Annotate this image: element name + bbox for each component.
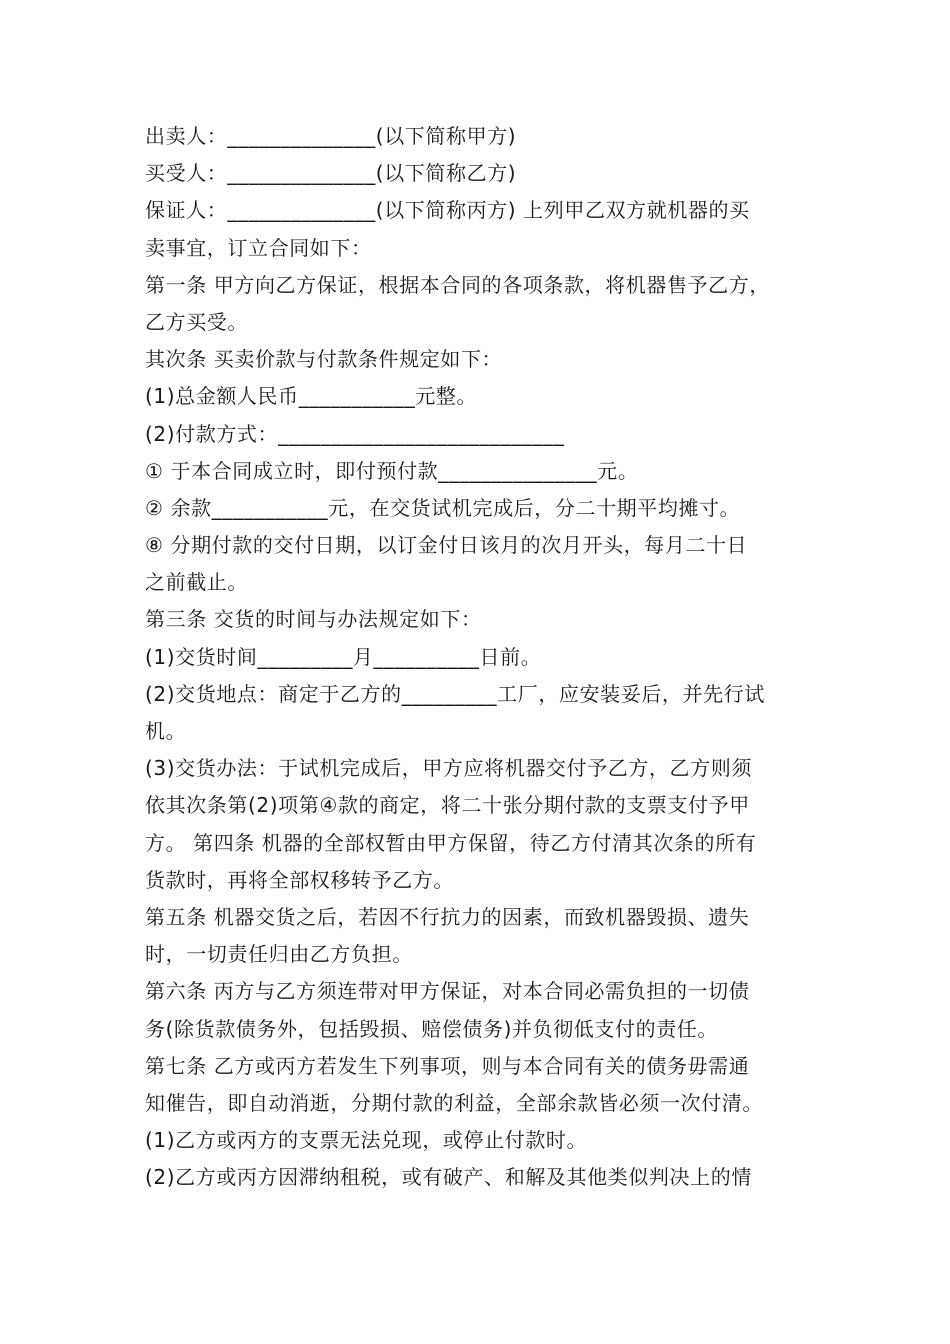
text-line: (1)总金额人民币___________元整。 — [145, 384, 478, 409]
text-line: 之前截止。 — [145, 570, 248, 595]
article-4-line: 方。 第四条 机器的全部权暂由甲方保留，待乙方付清其次条的所有 — [145, 830, 757, 855]
article-5-line: 第五条 机器交货之后，若因不行抗力的因素，而致机器毁损、遗失 — [145, 904, 750, 929]
text-line: 知催告，即自动消逝，分期付款的利益，全部余款皆必须一次付清。 — [145, 1090, 763, 1115]
text-line: 货款时，再将全部权移转予乙方。 — [145, 867, 454, 892]
text-line: (1)交货时间_________月__________日前。 — [145, 644, 542, 669]
text-line: (2)交货地点：商定于乙方的_________工厂，应安装妥后，并先行试 — [145, 681, 765, 706]
text-line: ⑧ 分期付款的交付日期，以订金付日该月的次月开头，每月二十日 — [145, 533, 748, 558]
text-line: ① 于本合同成立时，即付预付款_______________元。 — [145, 458, 639, 483]
guarantor-line: 保证人：______________(以下简称丙方) 上列甲乙双方就机器的买 — [145, 198, 750, 223]
seller-line: 出卖人：______________(以下简称甲方) — [145, 124, 517, 148]
article-6-line: 第六条 丙方与乙方须连带对甲方保证，对本合同必需负担的一切债 — [145, 979, 750, 1004]
text-line: 卖事宜，订立合同如下： — [145, 235, 372, 260]
text-line: ② 余款___________元，在交货试机完成后，分二十期平均摊寸。 — [145, 495, 741, 520]
text-line: 时，一切责任归由乙方负担。 — [145, 942, 413, 967]
text-line: 务(除货款债务外，包括毁损、赔偿债务)并负彻低支付的责任。 — [145, 1016, 719, 1041]
text-line: 依其次条第(2)项第④款的商定，将二十张分期付款的支票支付予甲 — [145, 793, 750, 818]
text-line: (3)交货办法：于试机完成后，甲方应将机器交付予乙方，乙方则须 — [145, 756, 752, 781]
text-line: 乙方买受。 — [145, 309, 248, 334]
text-line: (2)付款方式：___________________________ — [145, 421, 565, 446]
article-1-line: 第一条 甲方向乙方保证，根据本合同的各项条款，将机器售予乙方， — [145, 272, 770, 297]
text-line: (2)乙方或丙方因滞纳租税，或有破产、和解及其他类似判决上的情 — [145, 1165, 752, 1190]
text-line: (1)乙方或丙方的支票无法兑现，或停止付款时。 — [145, 1128, 588, 1153]
article-2-line: 其次条 买卖价款与付款条件规定如下： — [145, 347, 503, 372]
text-line: 机。 — [145, 719, 187, 743]
contract-text — [145, 118, 815, 1196]
article-7-line: 第七条 乙方或丙方若发生下列事项，则与本合同有关的债务毋需通 — [145, 1053, 750, 1078]
article-3-line: 第三条 交货的时间与办法规定如下： — [145, 607, 482, 632]
buyer-line: 买受人：______________(以下简称乙方) — [145, 161, 517, 186]
